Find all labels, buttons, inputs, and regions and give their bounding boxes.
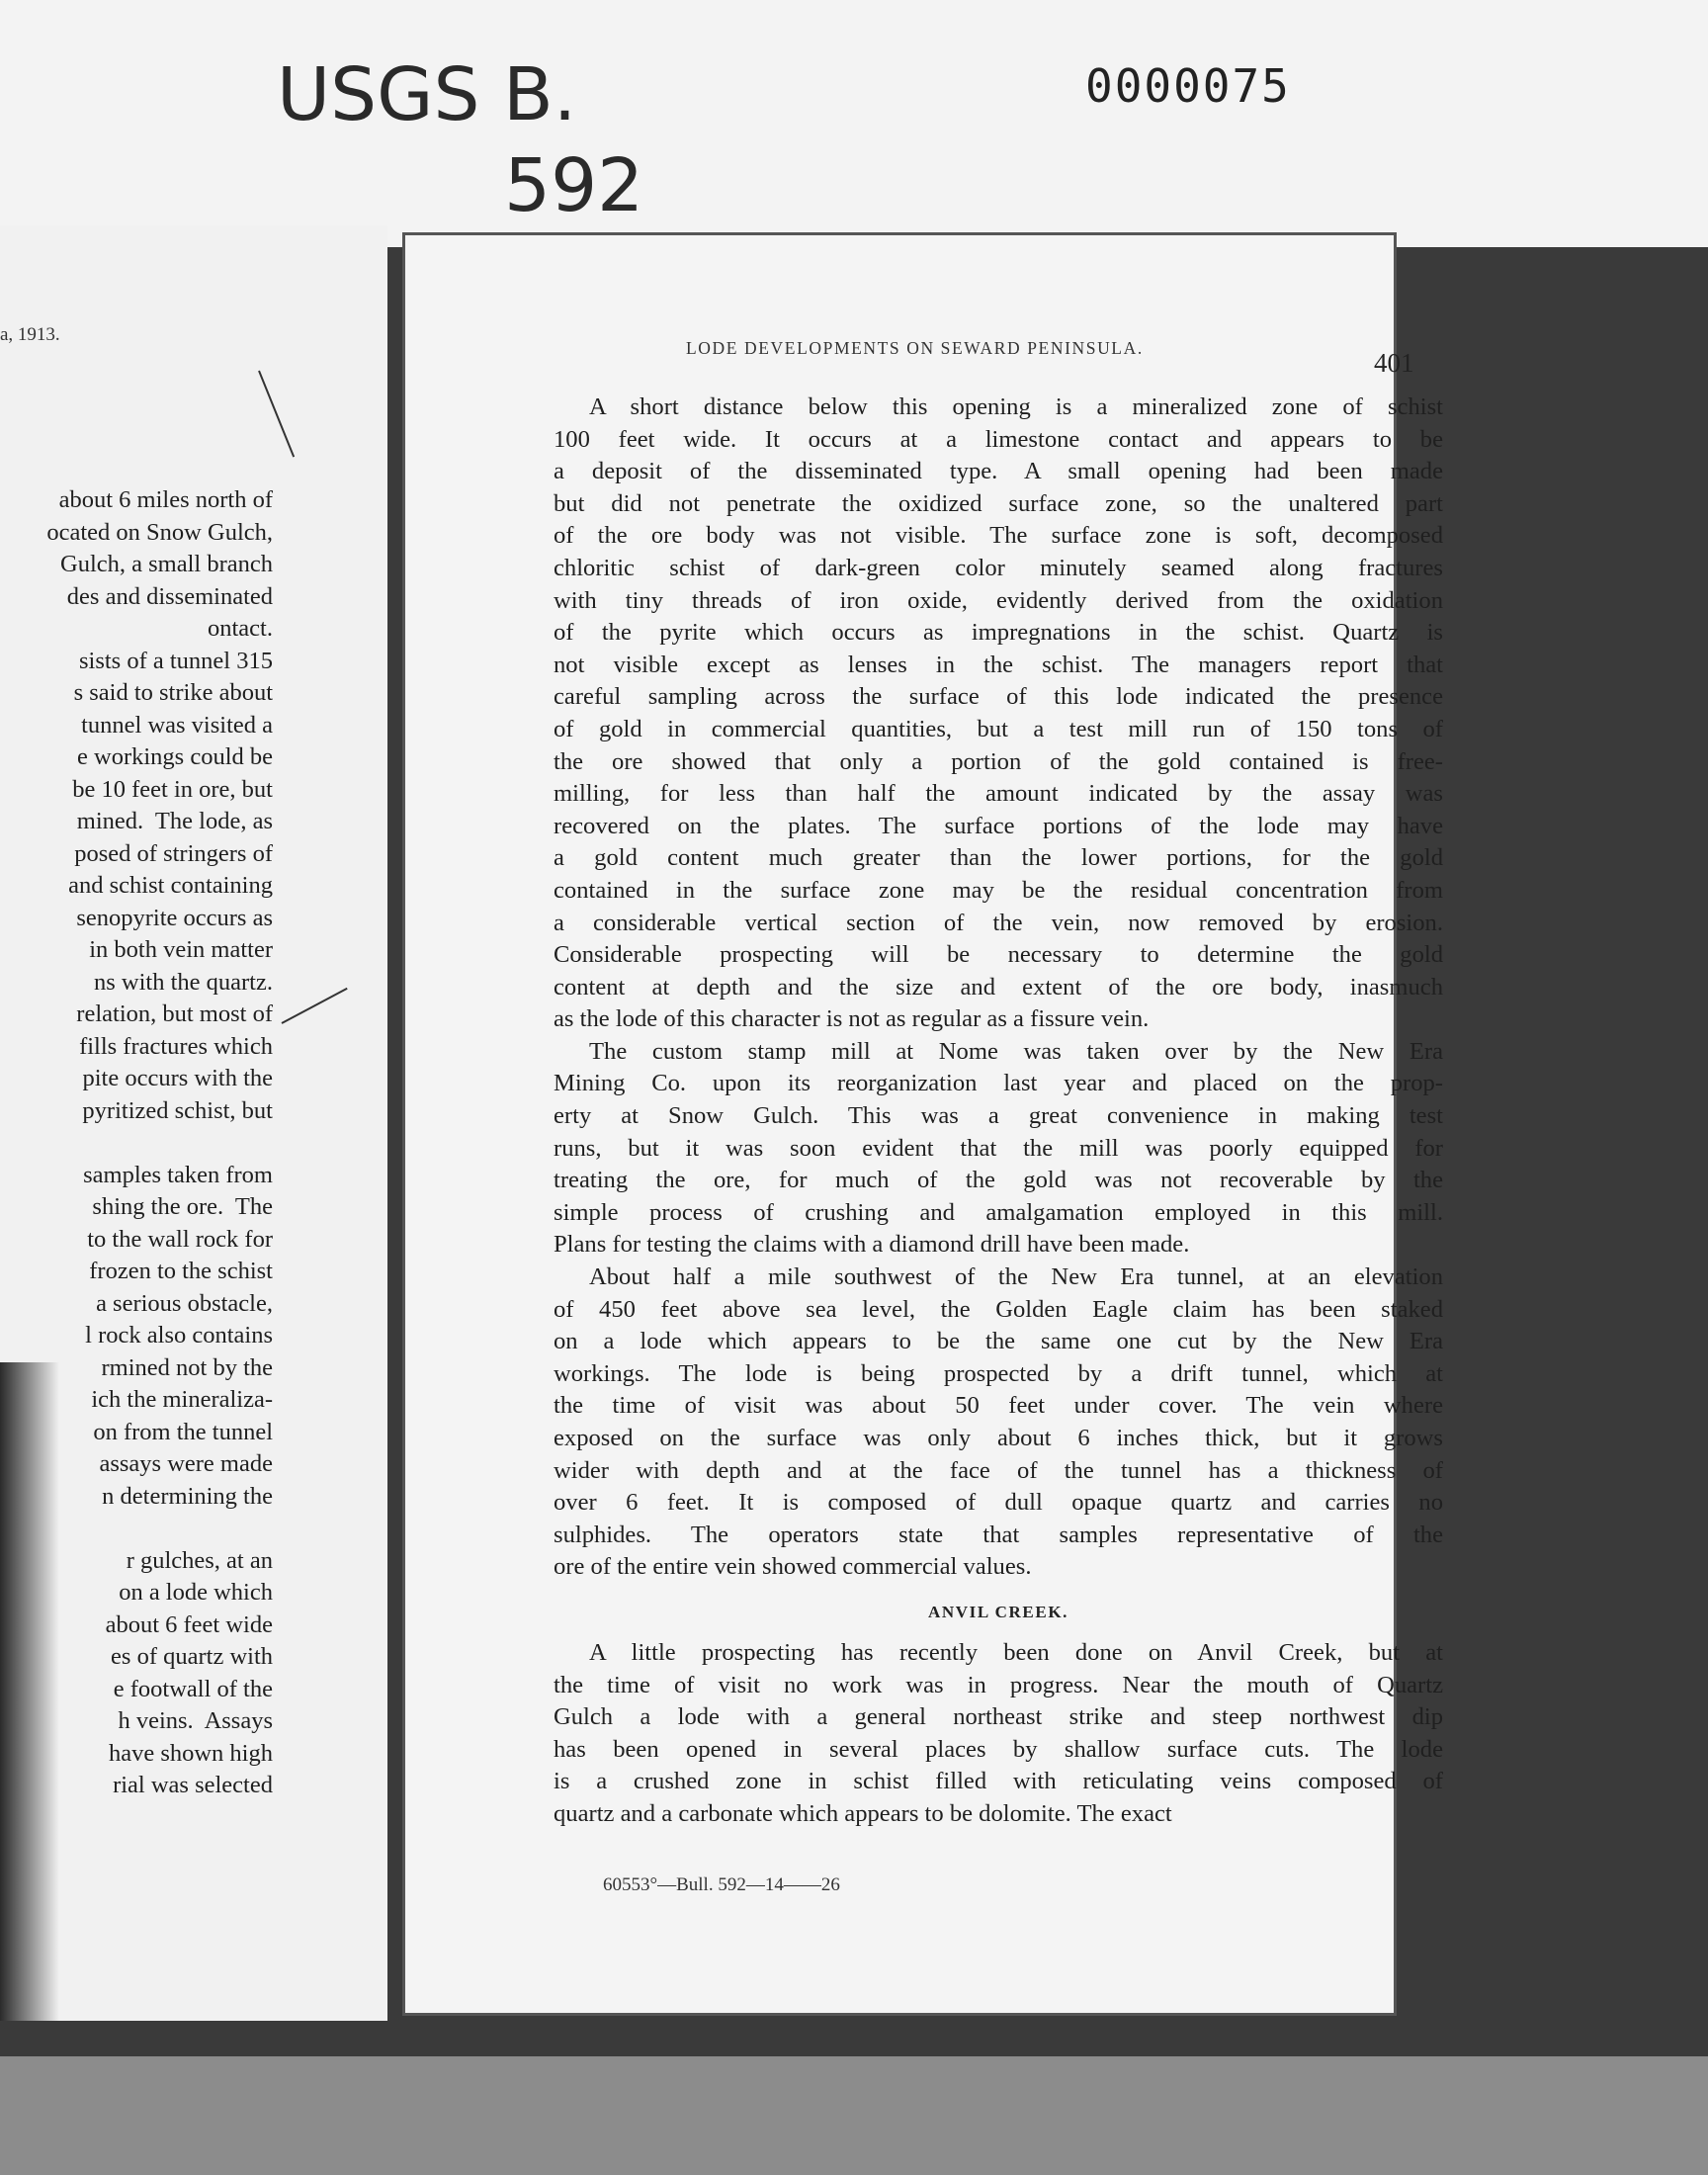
scan-background-top	[0, 0, 1708, 247]
previous-page-line: on from the tunnel	[93, 1418, 273, 1445]
previous-page-line: shing the ore. The	[92, 1193, 273, 1220]
text-line: Plans for testing the claims with a diamond drill have been made.	[554, 1231, 1190, 1259]
text-line: Mining Co. upon its reorganization last year and placed on the prop-	[554, 1070, 1443, 1097]
paragraph	[554, 392, 1443, 1036]
previous-page-line: to the wall rock for	[87, 1225, 273, 1253]
text-line: on a lode which appears to be the same one cut by the New Era	[554, 1328, 1443, 1355]
previous-page-line: and schist containing	[68, 872, 273, 899]
text-line: with tiny threads of iron oxide, evidently derived from the oxidation	[554, 586, 1443, 614]
previous-page-line: about 6 feet wide	[105, 1610, 273, 1638]
text-line: not visible except as lenses in the schist. The managers report that	[554, 651, 1443, 678]
text-line: runs, but it was soon evident that the mill was poorly equipped for	[554, 1134, 1443, 1162]
text-line: The custom stamp mill at Nome was taken over by the New Era	[589, 1037, 1443, 1065]
text-line: a considerable vertical section of the vein, now removed by erosion.	[554, 909, 1443, 936]
text-line: About half a mile southwest of the New Era tunnel, at an elevation	[589, 1263, 1443, 1291]
previous-page-line: rial was selected	[113, 1772, 273, 1798]
text-line: sulphides. The operators state that samples representative of the	[554, 1521, 1443, 1548]
previous-page-line: frozen to the schist	[89, 1258, 273, 1284]
previous-page-line: in both vein matter	[89, 936, 273, 963]
text-line: recovered on the plates. The surface portions of the lode may have	[554, 812, 1443, 839]
previous-page-line: ich the mineraliza-	[91, 1386, 273, 1413]
text-line: of the ore body was not visible. The surface zone is soft, decomposed	[554, 522, 1443, 550]
previous-page-line: samples taken from	[83, 1161, 273, 1188]
previous-page-line: r gulches, at an	[126, 1546, 273, 1574]
previous-page-gap	[0, 1513, 385, 1545]
text-line: A short distance below this opening is a mineralized zone of schist	[589, 393, 1443, 420]
previous-page-line: have shown high	[108, 1739, 273, 1767]
previous-page-line: posed of stringers of	[74, 839, 273, 867]
text-line: of 450 feet above sea level, the Golden Eagle claim has been staked	[554, 1295, 1443, 1323]
previous-page-line: rmined not by the	[101, 1353, 273, 1381]
page-number: 401	[1374, 348, 1414, 378]
text-line: of the pyrite which occurs as impregnations in the schist. Quartz is	[554, 619, 1443, 647]
previous-page-line: mined. The lode, as	[76, 808, 273, 834]
text-line: a deposit of the disseminated type. A small opening had been made	[554, 458, 1443, 485]
previous-page-line: e footwall of the	[113, 1675, 273, 1702]
pencil-mark	[258, 371, 295, 458]
previous-page-line: e workings could be	[77, 743, 273, 770]
text-line: the time of visit was about 50 feet under cover. The vein where	[554, 1392, 1443, 1420]
previous-page-line: sists of a tunnel 315	[79, 647, 273, 674]
text-line: simple process of crushing and amalgamation employed in this mill.	[554, 1198, 1443, 1226]
text-line: the time of visit no work was in progress. Near the mouth of Quartz	[554, 1671, 1443, 1698]
paragraph	[554, 1262, 1443, 1584]
section-paragraph	[554, 1637, 1443, 1831]
previous-page-line: Gulch, a small branch	[60, 551, 273, 577]
text-line: treating the ore, for much of the gold was not recoverable by the	[554, 1167, 1443, 1194]
text-line: of gold in commercial quantities, but a test mill run of 150 tons of	[554, 715, 1443, 742]
previous-page-line: fills fractures which	[79, 1032, 273, 1060]
previous-page-line: ocated on Snow Gulch,	[46, 518, 273, 546]
text-line: content at depth and the size and extent of the ore body, inasmuch	[554, 973, 1443, 1000]
handwriting-line-2: 592	[504, 143, 644, 228]
previous-page-line: on a lode which	[119, 1579, 273, 1606]
previous-page-line: relation, but most of	[76, 1000, 273, 1027]
text-line: Considerable prospecting will be necessary to determine the gold	[554, 941, 1443, 969]
previous-page	[0, 225, 387, 2021]
text-line: over 6 feet. It is composed of dull opaque quartz and carries no	[554, 1489, 1443, 1517]
previous-page-line: n determining the	[102, 1482, 273, 1510]
text-line: a gold content much greater than the lower portions, for the gold	[554, 844, 1443, 872]
text-line: is a crushed zone in schist filled with reticulating veins composed of	[554, 1768, 1443, 1795]
handwritten-annotation	[277, 49, 643, 231]
previous-page-line: h veins. Assays	[118, 1707, 273, 1734]
text-line: as the lode of this character is not as regular as a fissure vein.	[554, 1005, 1150, 1033]
previous-page-line: ns with the quartz.	[94, 968, 273, 996]
previous-page-line: s said to strike about	[73, 679, 273, 706]
text-line: has been opened in several places by shallow surface cuts. The lode	[554, 1735, 1443, 1763]
previous-page-line: assays were made	[99, 1450, 273, 1477]
text-line: careful sampling across the surface of this lode indicated the presence	[554, 683, 1443, 711]
previous-page-line: pyritized schist, but	[82, 1096, 273, 1124]
body-text	[554, 392, 1443, 1831]
previous-page-line: be 10 feet in ore, but	[72, 775, 273, 803]
previous-page-line: des and disseminated	[66, 582, 273, 610]
stamp-number: 0000075	[1085, 59, 1291, 113]
previous-page-line: pite occurs with the	[82, 1065, 273, 1091]
previous-page-line: tunnel was visited a	[81, 711, 273, 739]
text-line: exposed on the surface was only about 6 inches thick, but it grows	[554, 1425, 1443, 1451]
running-head: LODE DEVELOPMENTS ON SEWARD PENINSULA.	[686, 338, 1144, 358]
text-line: A little prospecting has recently been done on Anvil Creek, but at	[589, 1638, 1443, 1666]
text-line: quartz and a carbonate which appears to be dolomite. The exact	[554, 1799, 1172, 1827]
main-page	[405, 235, 1443, 2013]
text-line: Gulch a lode with a general northeast strike and steep northwest dip	[554, 1703, 1443, 1731]
paragraph	[554, 1036, 1443, 1262]
previous-page-gap	[0, 1127, 385, 1160]
text-line: workings. The lode is being prospected by a drift tunnel, which at	[554, 1359, 1443, 1387]
text-line: milling, for less than half the amount indicated by the assay was	[554, 780, 1443, 808]
previous-page-line: ontact.	[208, 615, 273, 642]
scan-bottom-edge	[0, 2056, 1708, 2175]
text-line: the ore showed that only a portion of the gold contained is free-	[554, 747, 1443, 775]
footer-note: 60553°—Bull. 592—14——26	[603, 1874, 840, 1895]
text-line: ore of the entire vein showed commercial values.	[554, 1553, 1032, 1581]
text-line: erty at Snow Gulch. This was a great convenience in making test	[554, 1102, 1443, 1130]
previous-page-line: es of quartz with	[111, 1643, 273, 1670]
text-line: contained in the surface zone may be the residual concentration from	[554, 876, 1443, 904]
handwriting-line-1: USGS B.	[277, 52, 577, 137]
previous-page-line: l rock also contains	[85, 1322, 273, 1348]
text-line: wider with depth and at the face of the tunnel has a thickness of	[554, 1456, 1443, 1484]
previous-page-line: a serious obstacle,	[96, 1289, 273, 1317]
previous-page-header: a, 1913.	[0, 324, 60, 345]
text-line: but did not penetrate the oxidized surface zone, so the unaltered part	[554, 489, 1443, 517]
text-line: chloritic schist of dark-green color minutely seamed along fractures	[554, 554, 1443, 581]
previous-page-line: about 6 miles north of	[58, 486, 273, 513]
previous-page-line: senopyrite occurs as	[76, 904, 273, 931]
previous-page-text	[0, 484, 385, 1802]
section-heading: ANVIL CREEK.	[927, 1602, 1068, 1621]
text-line: 100 feet wide. It occurs at a limestone contact and appears to be	[554, 425, 1443, 453]
